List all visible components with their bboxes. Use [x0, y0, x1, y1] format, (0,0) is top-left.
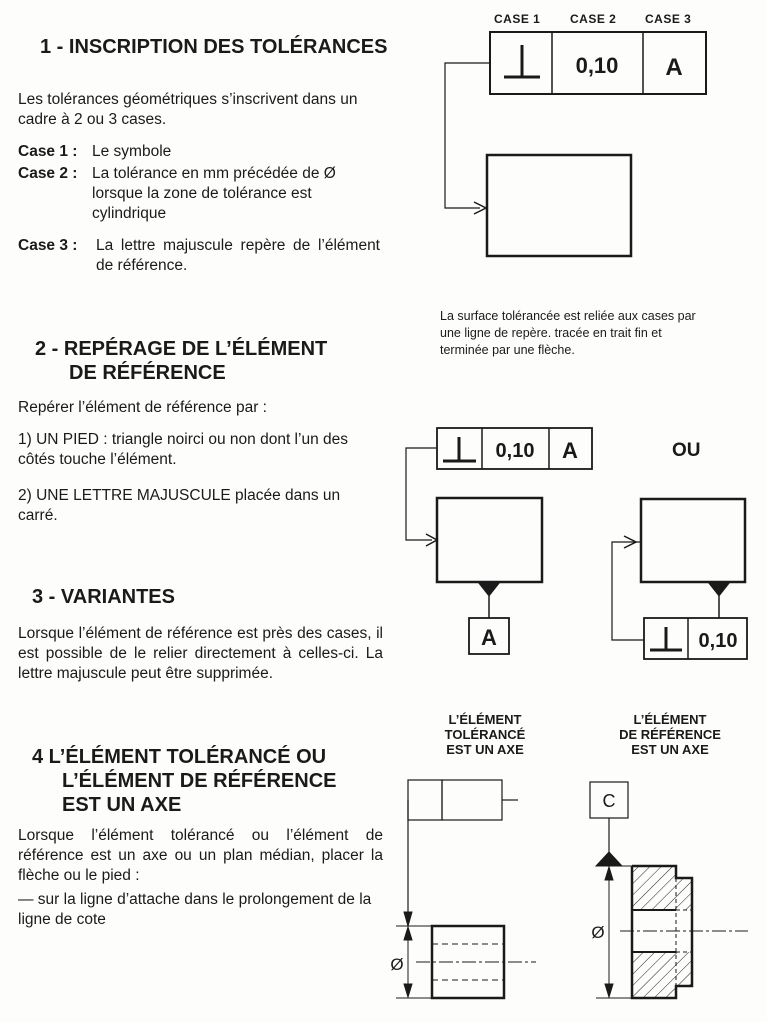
- frame2-datum: A: [562, 438, 578, 463]
- section3-text: Lorsque l’élément de référence est près des cases, il est possible de le relier directement à celles-ci. La lettre majuscule peut être supprimée.: [18, 625, 383, 682]
- case3-header: CASE 3: [645, 12, 692, 26]
- case2-label: Case 2 :: [18, 165, 78, 182]
- caption-reference-axis: L’ÉLÉMENT DE RÉFÉRENCE EST UN AXE: [619, 712, 721, 757]
- section2-item2: 2) UNE LETTRE MAJUSCULE placée dans un carré.: [18, 487, 341, 524]
- section2-title-line1: 2 - REPÉRAGE DE L’ÉLÉMENT: [35, 338, 328, 360]
- diameter-symbol-left: Ø: [390, 955, 404, 974]
- datum-c-box: C: [602, 791, 616, 811]
- section4-bullet: — sur la ligne d’attache dans le prolongement de la ligne de cote: [18, 891, 372, 928]
- case3-text: La lettre majuscule repère de l’élément de référence.: [96, 237, 380, 274]
- case2-text: La tolérance en mm précédée de Ø lorsque la zone de tolérance est cylindrique: [92, 165, 336, 222]
- section4-title-line2: L’ÉLÉMENT DE RÉFÉRENCE: [62, 770, 337, 792]
- frame2-tolerance: 0,10: [495, 440, 535, 462]
- figure4-reference-axis: [590, 782, 748, 998]
- section3-title: 3 - VARIANTES: [32, 586, 175, 608]
- case1-header: CASE 1: [494, 12, 541, 26]
- frame1-datum: A: [665, 54, 683, 81]
- case1-label: Case 1 :: [18, 143, 78, 160]
- section2-intro: Repérer l’élément de référence par :: [18, 399, 267, 416]
- figure4-toleranced-axis: [396, 780, 536, 998]
- section2-item1: 1) UN PIED : triangle noirci ou non dont l’un des côtés touche l’élément.: [18, 431, 348, 468]
- frame1-tolerance: 0,10: [575, 53, 619, 78]
- ou-label: OU: [672, 440, 701, 461]
- section4-title-line3: EST UN AXE: [62, 794, 182, 816]
- section4-title-line1: 4 L’ÉLÉMENT TOLÉRANCÉ OU: [32, 746, 327, 768]
- section2-title-line2: DE RÉFÉRENCE: [69, 362, 226, 384]
- diameter-symbol-right: Ø: [591, 923, 605, 942]
- case3-label: Case 3 :: [18, 237, 78, 254]
- section4-text: Lorsque l’élément tolérancé ou l’élément de référence est un axe ou un plan médian, placer la flèche ou le pied :: [18, 827, 383, 884]
- datum-letter-box: A: [481, 625, 497, 650]
- frame3-tolerance: 0,10: [698, 630, 738, 652]
- section1-title: 1 - INSCRIPTION DES TOLÉRANCES: [40, 36, 388, 58]
- caption-leader-line: La surface tolérancée est reliée aux cases par une ligne de repère. tracée en trait fin et terminée par une flèche.: [440, 309, 696, 357]
- case2-header: CASE 2: [570, 12, 617, 26]
- section1-intro: Les tolérances géométriques s’inscrivent dans un cadre à 2 ou 3 cases.: [18, 91, 358, 128]
- caption-toleranced-axis: L’ÉLÉMENT TOLÉRANCÉ EST UN AXE: [444, 712, 526, 757]
- case1-text: Le symbole: [92, 143, 172, 160]
